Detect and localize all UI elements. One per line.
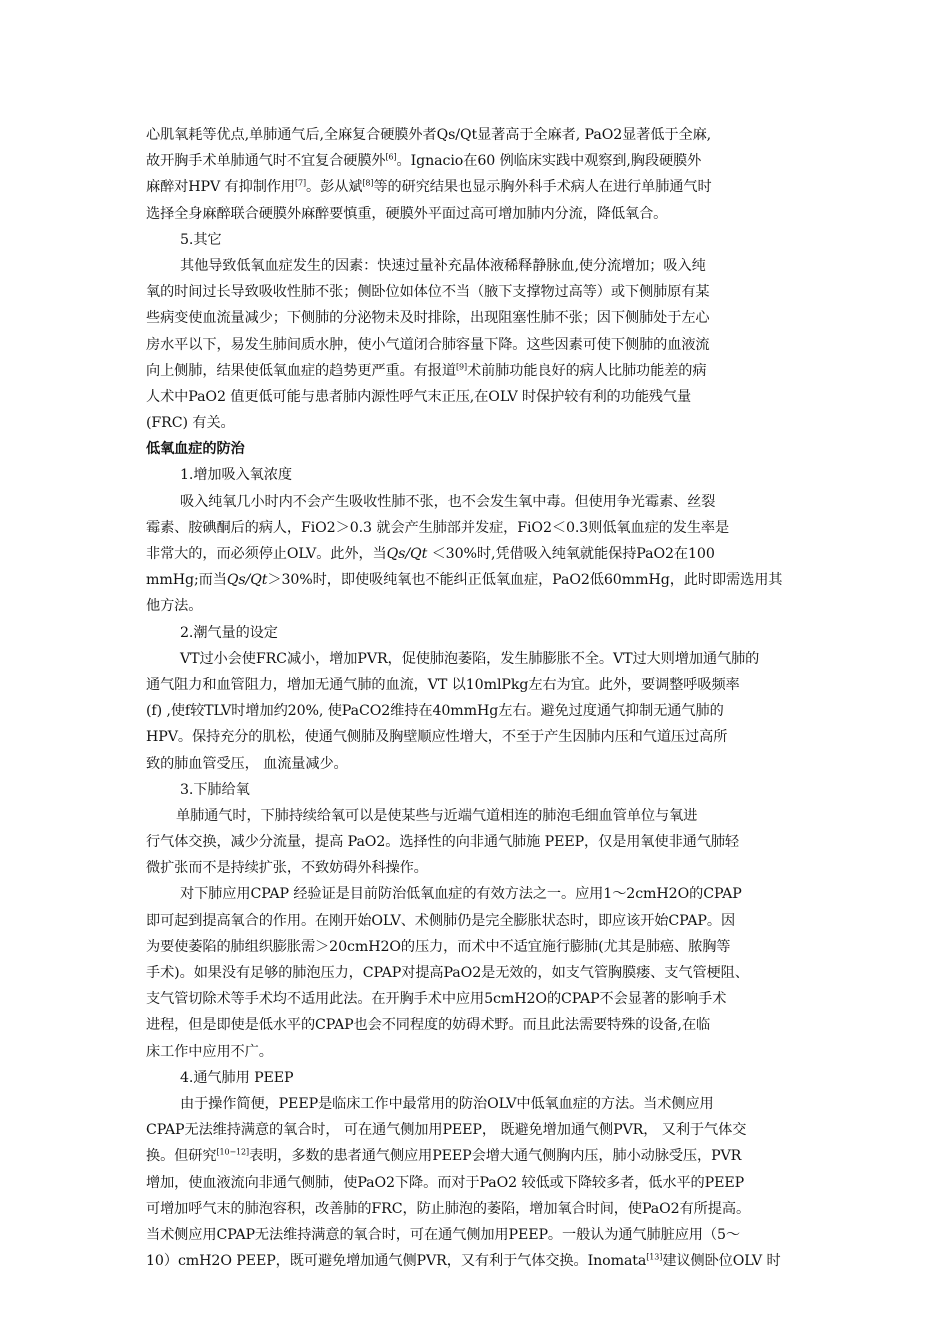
text-line [146, 358, 810, 384]
citation-ref: [8] [362, 178, 374, 188]
text-span: 麻醉对HPV 有抑制作用 [146, 179, 295, 196]
section-subheading: 1.增加吸入氧浓度 [180, 467, 292, 484]
text-line: 吸入纯氧几小时内不会产生吸收性肺不张，也不会发生氧中毒。但使用争光霉素、丝裂 [180, 493, 716, 510]
citation-ref: [6] [385, 152, 397, 162]
text-line: 些病变使血流量减少；下侧肺的分泌物未及时排除，出现阻塞性肺不张；因下侧肺处于左心 [146, 310, 710, 327]
text-line: VT过小会使FRC减小，增加PVR，促使肺泡萎陷，发生肺膨胀不全。VT过大则增加通气肺的 [180, 650, 760, 667]
text-line: 单肺通气时，下肺持续给氧可以是使某些与近端气道相连的肺泡毛细血管单位与氧进 [176, 807, 698, 824]
text-span: 。彭从斌 [306, 179, 363, 196]
text-line: 可增加呼气末的肺泡容积，改善肺的FRC，防止肺泡的萎陷，增加氧合时间，使PaO2有所提高。 [146, 1200, 751, 1217]
text-line: 房水平以下，易发生肺间质水肿，使小气道闭合肺容量下降。这些因素可使下侧肺的血液流 [146, 336, 710, 353]
text-span: mmHg;而当 [146, 572, 227, 589]
text-line: 支气管切除术等手术均不适用此法。在开胸手术中应用5cmH2O的CPAP不会显著的影响手术 [146, 991, 727, 1008]
text-span: 。Ignacio在60 例临床实践中观察到,胸段硬膜外 [396, 153, 702, 170]
citation-ref: [13] [646, 1252, 663, 1262]
section-heading: 低氧血症的防治 [146, 441, 245, 458]
citation-ref: [9] [455, 361, 467, 371]
citation-ref: [7] [294, 178, 307, 188]
text-line: (FRC) 有关。 [146, 415, 235, 432]
text-span: ＜30%时,凭借吸入纯氧就能保持PaO2在100 [427, 546, 715, 562]
text-span: 建议侧卧位OLV 时 [662, 1253, 781, 1270]
text-line: 当术侧应用CPAP无法维持满意的氧合时，可在通气侧加用PEEP。一般认为通气肺脏应用（5～ [146, 1226, 740, 1243]
text-line: 心肌氧耗等优点,单肺通气后,全麻复合硬膜外者Qs/Qt显著高于全麻者, PaO2显著低于全麻, [146, 127, 712, 143]
text-span: 表明，多数的患者通气侧应用PEEP会增大通气侧胸内压，肺小动脉受压，PVR [249, 1148, 742, 1165]
text-span: 等的研究结果也显示胸外科手术病人在进行单肺通气时 [373, 179, 712, 196]
text-line: 霉素、胺碘酮后的病人，FiO2＞0.3 就会产生肺部并发症，FiO2＜0.3则低氧血症的发生率是 [146, 519, 730, 536]
text-line: 由于操作简便，PEEP是临床工作中最常用的防治OLV中低氧血症的方法。当术侧应用 [180, 1095, 714, 1112]
text-span: 向上侧肺，结果使低氧血症的趋势更严重。有报道 [146, 362, 456, 379]
text-line: 人术中PaO2 值更低可能与患者肺内源性呼气末正压,在OLV 时保护较有利的功能残气量 [146, 388, 692, 405]
text-line: 对下肺应用CPAP 经验证是目前防治低氧血症的有效方法之一。应用1～2cmH2O的CPAP [180, 886, 742, 903]
text-span: ＞30%时，即使吸纯氧也不能纠正低氧血症，PaO2低60mmHg，此时即需选用其 [267, 572, 783, 589]
text-line: 手术)。如果没有足够的肺泡压力，CPAP对提高PaO2是无效的，如支气管胸膜瘘、支气管梗阻、 [146, 965, 749, 981]
text-line: HPV。保持充分的肌松，使通气侧肺及胸壁顺应性增大，不至于产生因肺内压和气道压过高所 [146, 729, 728, 746]
text-line [146, 1143, 810, 1169]
text-line: 床工作中应用不广。 [146, 1043, 273, 1060]
formula-qs-qt: Qs/Qt [226, 572, 268, 589]
section-subheading: 3.下肺给氧 [180, 781, 250, 798]
section-subheading: 4.通气肺用 PEEP [180, 1069, 294, 1086]
text-line: 行气体交换，减少分流量，提高 PaO2。选择性的向非通气肺施 PEEP，仅是用氧使非通气肺轻 [146, 834, 740, 851]
text-span: 换。但研究 [146, 1148, 217, 1165]
text-line: 微扩张而不是持续扩张，不致妨碍外科操作。 [146, 860, 428, 877]
text-span: 非常大的，而必须停止OLV。此外，当 [146, 546, 387, 562]
document-page [146, 122, 810, 1274]
text-span: 10）cmH2O PEEP，既可避免增加通气侧PVR，又有利于气体交换。Inomata [146, 1253, 647, 1270]
text-line [146, 541, 810, 567]
text-line: 为要使萎陷的肺组织膨胀需＞20cmH2O的压力，而术中不适宜施行膨肺(尤其是肺癌、脓胸等 [146, 938, 731, 955]
section-subheading: 2.潮气量的设定 [180, 624, 278, 641]
text-span: 术前肺功能良好的病人比肺功能差的病 [466, 362, 707, 379]
citation-ref: [10−12] [216, 1147, 250, 1157]
text-line: 通气阻力和血管阻力，增加无通气肺的血流，VT 以10mlPkg左右为宜。此外，要调整呼吸频率 [146, 676, 740, 693]
text-line [146, 148, 810, 174]
text-line [146, 567, 810, 593]
text-line: 他方法。 [146, 598, 203, 615]
formula-qs-qt: Qs/Qt [386, 546, 428, 562]
text-line: (f) ,使f较TLV时增加约20%, 使PaCO2维持在40mmHg左右。避免过度通气抑制无通气肺的 [146, 703, 724, 720]
text-line: 增加，使血液流向非通气侧肺，使PaO2下降。而对于PaO2 较低或下降较多者，低水平的PEEP [146, 1174, 745, 1191]
text-line: 其他导致低氧血症发生的因素：快速过量补充晶体液稀释静脉血,使分流增加；吸入纯 [180, 257, 706, 274]
text-line: 致的肺血管受压， 血流量减少。 [146, 755, 348, 772]
text-line [146, 1248, 810, 1274]
text-span: 故开胸手术单肺通气时不宜复合硬膜外 [146, 153, 386, 170]
text-line: 进程，但是即使是低水平的CPAP也会不同程度的妨碍术野。而且此法需要特殊的设备,在临 [146, 1017, 711, 1034]
text-line: 氧的时间过长导致吸收性肺不张；侧卧位如体位不当（腋下支撑物过高等）或下侧肺原有某 [146, 284, 710, 301]
text-line [146, 174, 810, 200]
text-line: 选择全身麻醉联合硬膜外麻醉要慎重，硬膜外平面过高可增加肺内分流，降低氧合。 [146, 205, 668, 222]
text-line: 即可起到提高氧合的作用。在刚开始OLV、术侧肺仍是完全膨胀状态时，即应该开始CPAP。因 [146, 912, 736, 929]
section-subheading: 5.其它 [180, 231, 222, 248]
text-line: CPAP无法维持满意的氧合时， 可在通气侧加用PEEP， 既避免增加通气侧PVR， 又利于气体交 [146, 1122, 747, 1139]
